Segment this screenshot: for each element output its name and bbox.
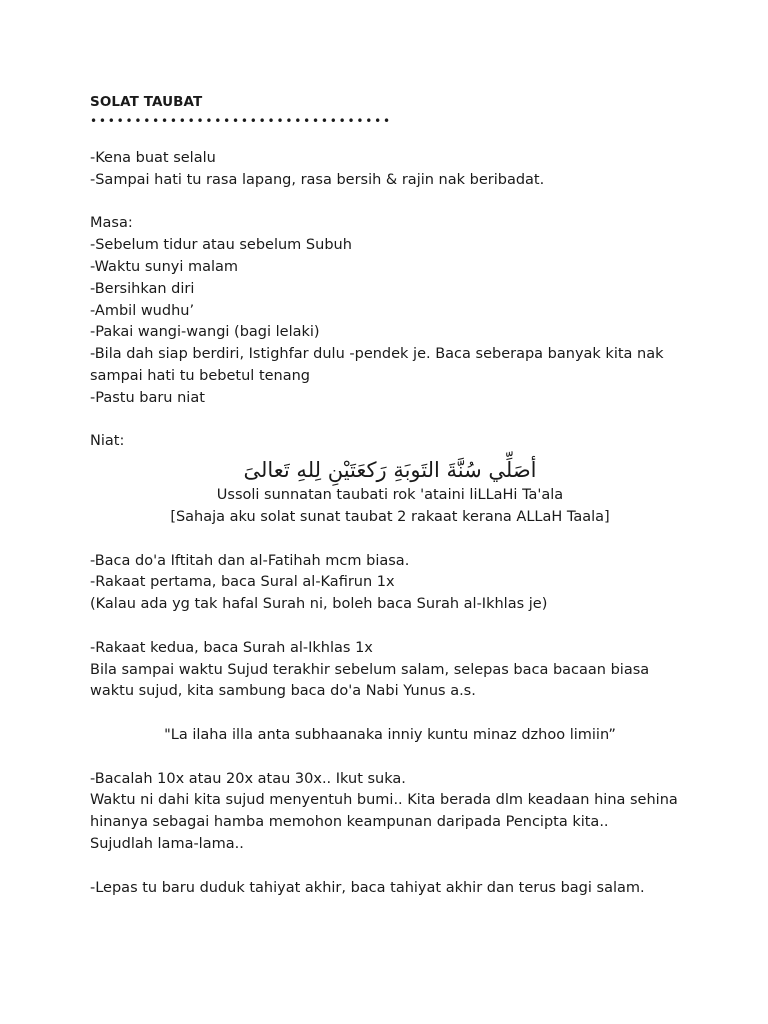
niat-arabic: أصَلِّي سُنَّةَ التَوبَةِ رَكعَتَيْنِ لِلهِ تَعالىَ xyxy=(243,458,537,483)
document-body xyxy=(90,92,690,899)
rakaat1-line: -Rakaat pertama, baca Sural al-Kafirun 1x xyxy=(90,574,395,591)
masa-item: -Bila dah siap berdiri, Istighfar dulu -pendek je. Baca seberapa banyak kita nak sampai hati tu bebetul tenang xyxy=(90,346,664,384)
intro-line: -Kena buat selalu xyxy=(90,150,216,166)
sujud-line: Sujudlah lama-lama.. xyxy=(90,835,244,852)
niat-transliteration: Ussoli sunnatan taubati rok 'ataini liLLaHi Ta'ala xyxy=(216,487,564,504)
masa-item: -Sebelum tidur atau sebelum Subuh xyxy=(90,237,352,254)
masa-heading: Masa: xyxy=(90,215,133,232)
document-title: SOLAT TAUBAT xyxy=(90,94,203,110)
masa-item: -Bersihkan diri xyxy=(90,280,195,297)
niat-translation: [Sahaja aku solat sunat taubat 2 rakaat kerana ALLaH Taala] xyxy=(170,508,610,525)
sujud-line: -Bacalah 10x atau 20x atau 30x.. Ikut suka. xyxy=(90,770,406,787)
masa-item: -Ambil wudhu’ xyxy=(90,302,195,319)
sujud-line: Waktu ni dahi kita sujud menyentuh bumi.. Kita berada dlm keadaan hina sehina hinanya sebagai hamba memohon keampunan daripada Pencipta kita.. xyxy=(90,792,678,831)
rakaat1-line: -Baca do'a Iftitah dan al-Fatihah mcm biasa. xyxy=(90,552,410,569)
intro-line: -Sampai hati tu rasa lapang, rasa bersih & rajin nak beribadat. xyxy=(90,171,545,188)
rakaat2-line: -Rakaat kedua, baca Surah al-Ikhlas 1x xyxy=(90,639,373,656)
rakaat1-line: (Kalau ada yg tak hafal Surah ni, boleh baca Surah al-Ikhlas je) xyxy=(90,596,548,613)
doa-yunus: "La ilaha illa anta subhaanaka inniy kuntu minaz dzhoo limiin” xyxy=(164,726,616,743)
niat-heading: Niat: xyxy=(90,433,125,450)
masa-item: -Waktu sunyi malam xyxy=(90,258,239,275)
closing-line: -Lepas tu baru duduk tahiyat akhir, baca tahiyat akhir dan terus bagi salam. xyxy=(90,879,645,896)
dotted-divider: •••••••••••••••••••••••••••••••••• xyxy=(90,114,392,128)
masa-item: -Pastu baru niat xyxy=(90,389,205,406)
rakaat2-line: Bila sampai waktu Sujud terakhir sebelum salam, selepas baca bacaan biasa waktu sujud, kita sambung baca do'a Nabi Yunus a.s. xyxy=(90,661,650,700)
masa-item: -Pakai wangi-wangi (bagi lelaki) xyxy=(90,324,320,341)
